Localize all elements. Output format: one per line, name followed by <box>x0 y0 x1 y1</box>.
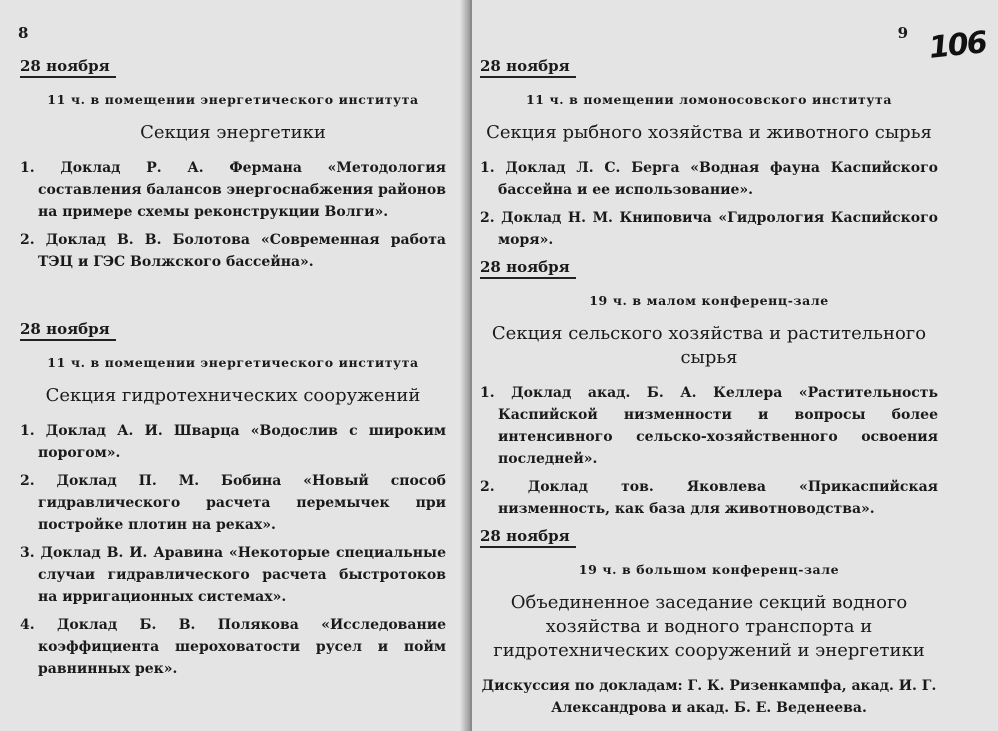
session-date: 28 ноября <box>480 258 576 279</box>
session-hydrotechnical <box>20 319 446 680</box>
section-title: Объединенное заседание секций водного хозяйства и водного транспорта и гидротехнических сооружений и энергетики <box>493 592 925 661</box>
list-item: 2. Доклад тов. Яковлева «Прикаспийская низменность, как база для животноводства». <box>480 479 938 517</box>
session-date: 28 ноября <box>20 320 116 341</box>
list-item: 2. Доклад Н. М. Книповича «Гидрология Каспийского моря». <box>480 210 938 248</box>
list-item: 1. Доклад Л. С. Берга «Водная фауна Каспийского бассейна и ее использование». <box>480 160 938 198</box>
session-energy <box>20 56 446 273</box>
list-item: 3. Доклад В. И. Аравина «Некоторые специальные случаи гидравлического расчета быстротоков на ирригационных системах». <box>20 545 446 605</box>
session-date: 28 ноября <box>480 57 576 78</box>
session-agriculture <box>480 257 938 520</box>
list-item: 1. Доклад акад. Б. А. Келлера «Растительность Каспийской низменности и вопросы более интенсивного сельско-хозяйственного освоения последней». <box>480 385 938 467</box>
session-time: 19 ч. в большом конференц-зале <box>578 562 840 577</box>
list-item: 4. Доклад Б. В. Полякова «Исследование коэффициента шероховатости русел и пойм равнинных рек». <box>20 617 446 677</box>
session-date: 28 ноября <box>480 527 576 548</box>
report-list <box>480 382 938 520</box>
session-time: 11 ч. в помещении энергетического института <box>47 355 419 370</box>
session-time: 19 ч. в малом конференц-зале <box>589 293 829 308</box>
session-time: 11 ч. в помещении ломоносовского института <box>525 92 893 107</box>
section-title: Секция сельского хозяйства и растительного сырья <box>491 323 927 368</box>
list-item: 2. Доклад П. М. Бобина «Новый способ гидравлического расчета перемычек при постройке плотин на реках». <box>20 473 446 533</box>
section-title: Секция энергетики <box>140 122 326 143</box>
section-title: Секция гидротехнических сооружений <box>45 385 421 406</box>
list-item: 1. Доклад А. И. Шварца «Водослив с широким порогом». <box>20 423 446 461</box>
list-item: 2. Доклад В. В. Болотова «Современная работа ТЭЦ и ГЭС Волжского бассейна». <box>20 232 446 270</box>
page-number: 9 <box>897 24 908 42</box>
right-page <box>472 0 998 731</box>
session-fishery <box>480 56 938 251</box>
report-list <box>20 420 446 680</box>
list-item: 1. Доклад Р. А. Фермана «Методология составления балансов энергоснабжения районов на примере схемы реконструкции Волги». <box>20 160 446 220</box>
session-joint <box>480 526 938 719</box>
left-page <box>0 0 468 731</box>
handwritten-folio-mark: 106 <box>927 25 988 66</box>
page-number: 8 <box>18 24 29 42</box>
report-list <box>480 157 938 251</box>
report-list <box>20 157 446 273</box>
session-time: 11 ч. в помещении энергетического института <box>47 92 419 107</box>
discussion-text: Дискуссия по докладам: Г. К. Ризенкампфа, акад. И. Г. Александрова и акад. Б. Е. Веденеева. <box>481 678 937 716</box>
session-date: 28 ноября <box>20 57 116 78</box>
section-title: Секция рыбного хозяйства и животного сырья <box>486 122 932 143</box>
